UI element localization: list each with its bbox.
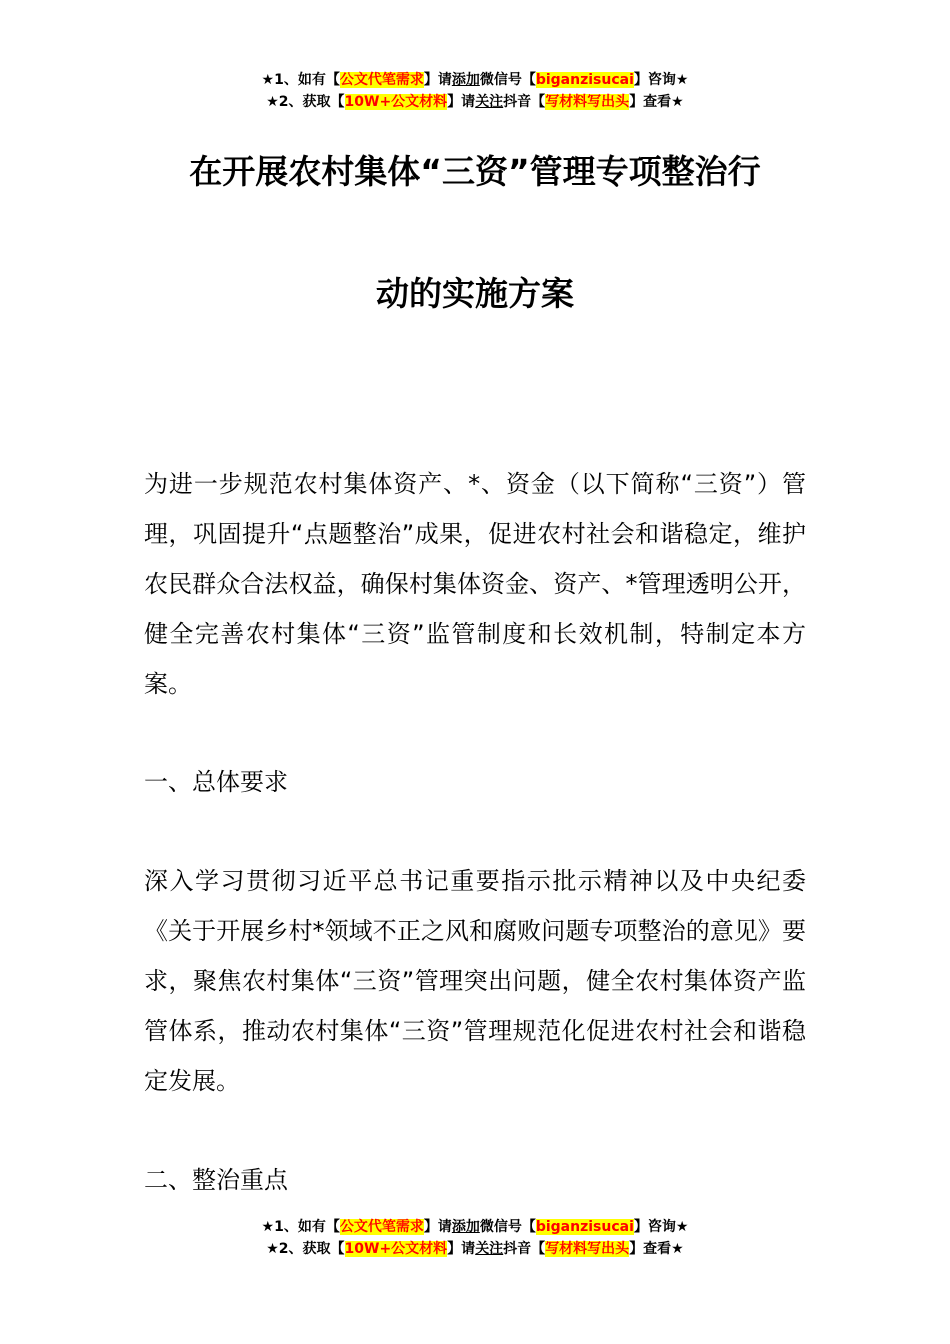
document-title-line-1: 在开展农村集体“三资”管理专项整治行 [189, 152, 761, 191]
promo-underlined-text: 关注 [475, 94, 504, 110]
promo-line-2 [0, 1238, 950, 1260]
promo-highlight: 写材料写出头 [545, 94, 630, 110]
promo-highlight: 公文代笔需求 [339, 72, 424, 88]
promo-text: ★1、如有【 [261, 72, 340, 88]
promo-highlight: 写材料写出头 [545, 1241, 630, 1257]
promo-text: 】查看★ [629, 1241, 684, 1257]
promo-underlined-text: 关注 [475, 1241, 504, 1257]
promo-text: 】请 [447, 94, 476, 110]
promo-text: 】咨询★ [633, 1219, 689, 1235]
promo-highlight: biganzisucai [535, 1219, 634, 1235]
section-heading-rectification-focus: 二、整治重点 [144, 1166, 288, 1194]
promo-text: 微信号【 [479, 1219, 536, 1235]
promo-highlight: 10W+公文材料 [344, 94, 448, 110]
promo-text: ★2、获取【 [266, 1241, 345, 1257]
promo-text: ★2、获取【 [266, 94, 345, 110]
promo-text: 】咨询★ [633, 72, 689, 88]
promo-banner-bottom [0, 1216, 950, 1260]
promo-line-1 [0, 1216, 950, 1238]
promo-underlined-text: 添加 [451, 72, 480, 88]
promo-line-1 [0, 69, 950, 91]
promo-text: 抖音【 [503, 1241, 546, 1257]
promo-banner-top [0, 69, 950, 113]
promo-text: ★1、如有【 [261, 1219, 340, 1235]
promo-text: 】请 [423, 72, 452, 88]
promo-line-2 [0, 91, 950, 113]
promo-text: 抖音【 [503, 94, 546, 110]
document-title-line-2: 动的实施方案 [376, 274, 574, 313]
promo-text: 】请 [447, 1241, 476, 1257]
intro-paragraph: 为进一步规范农村集体资产、*、资金（以下简称“三资”）管理，巩固提升“点题整治”成果，促进农村社会和谐稳定，维护农民群众合法权益，确保村集体资金、资产、*管理透明公开，健全完善农村集体“三资”监管制度和长效机制，特制定本方案。 [144, 470, 806, 698]
section-body-overall-requirements: 深入学习贯彻习近平总书记重要指示批示精神以及中央纪委《关于开展乡村*领域不正之风和腐败问题专项整治的意见》要求，聚焦农村集体“三资”管理突出问题，健全农村集体资产监管体系，推动农村集体“三资”管理规范化促进农村社会和谐稳定发展。 [144, 867, 806, 1095]
section-heading-overall-requirements: 一、总体要求 [144, 768, 288, 796]
promo-highlight: 公文代笔需求 [339, 1219, 424, 1235]
promo-text: 】请 [423, 1219, 452, 1235]
promo-highlight: 10W+公文材料 [344, 1241, 448, 1257]
promo-text: 微信号【 [479, 72, 536, 88]
promo-text: 】查看★ [629, 94, 684, 110]
promo-highlight: biganzisucai [535, 72, 634, 88]
promo-underlined-text: 添加 [451, 1219, 480, 1235]
